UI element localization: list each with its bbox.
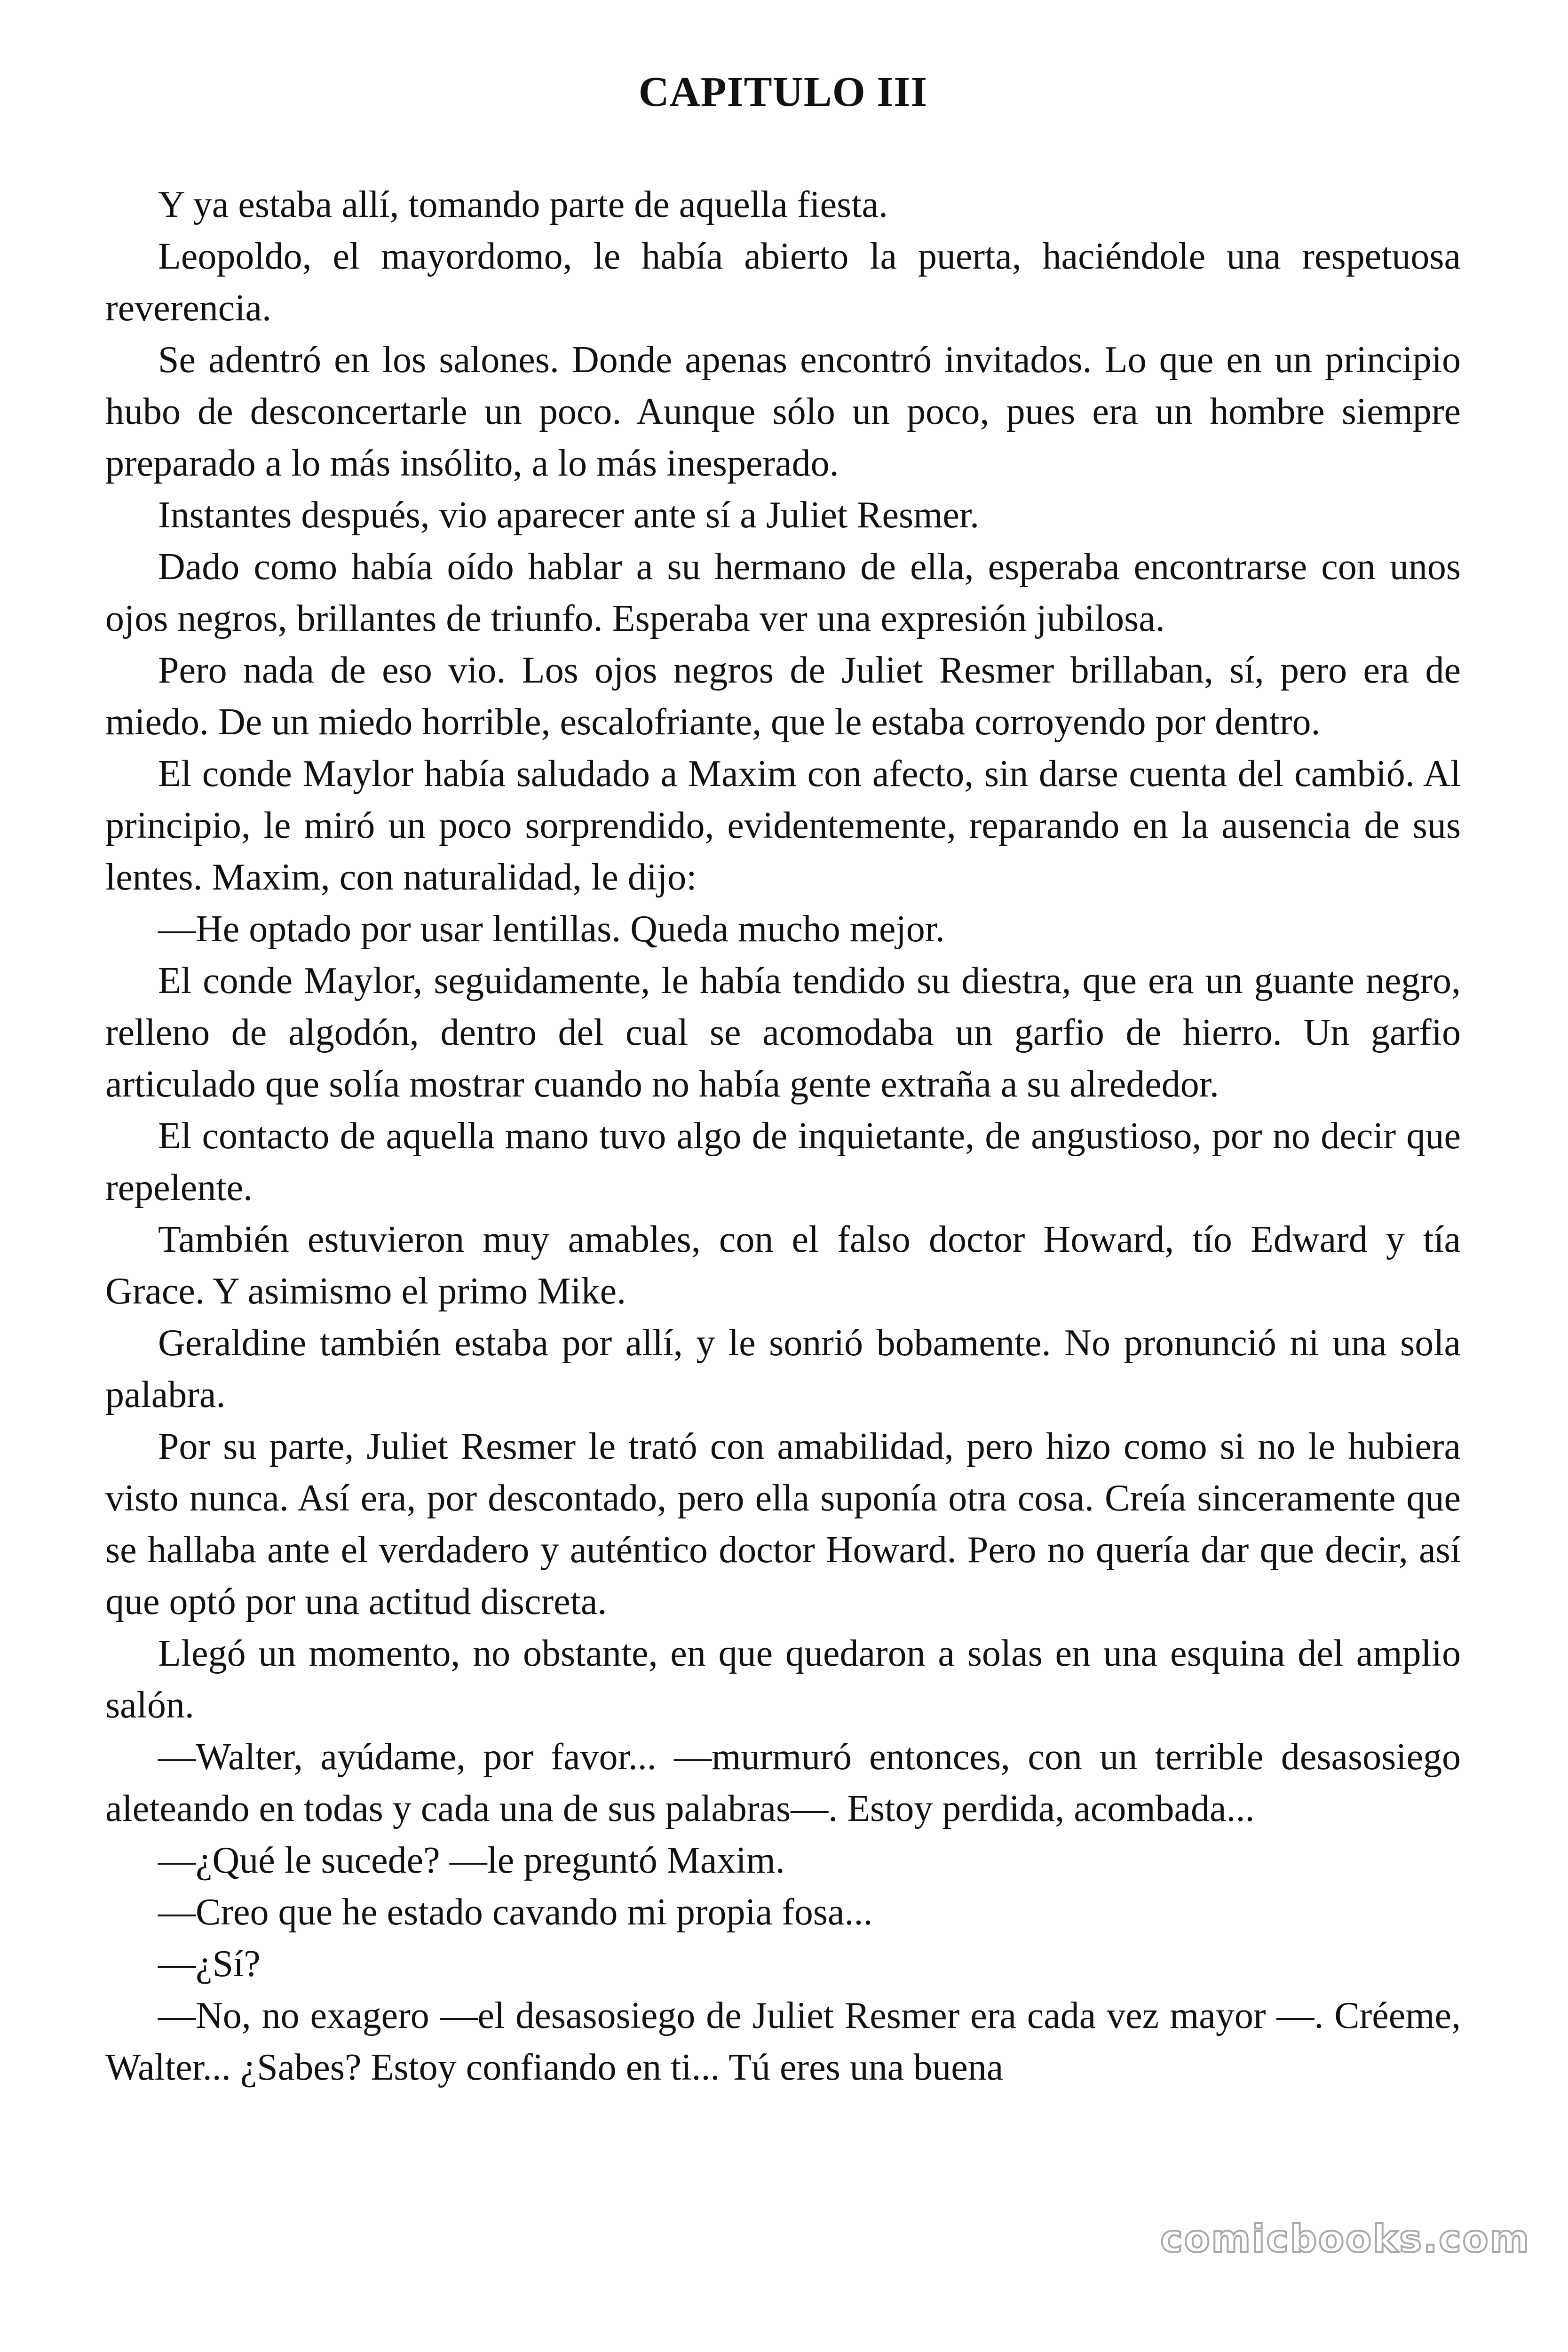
book-page xyxy=(105,0,1461,2352)
paragraph: Leopoldo, el mayordomo, le había abierto la puerta, haciéndole una respetuosa reverencia. xyxy=(105,236,1461,329)
paragraph: Geraldine también estaba por allí, y le sonrió bobamente. No pronunció ni una sola palabra. xyxy=(105,1322,1461,1415)
paragraph: Se adentró en los salones. Donde apenas encontró invitados. Lo que en un principio hubo de desconcertarle un poco. Aunque sólo un poco, pues era un hombre siempre preparado a lo más insólito, a lo más inesperado. xyxy=(105,339,1461,484)
paragraph: Llegó un momento, no obstante, en que quedaron a solas en una esquina del amplio salón. xyxy=(105,1633,1461,1726)
paragraph: —¿Qué le sucede? —le preguntó Maxim. xyxy=(158,1840,785,1881)
paragraph: —¿Sí? xyxy=(158,1943,261,1985)
paragraph: Dado como había oído hablar a su hermano de ella, esperaba encontrarse con unos ojos negros, brillantes de triunfo. Esperaba ver una expresión jubilosa. xyxy=(105,546,1461,639)
paragraph: Y ya estaba allí, tomando parte de aquella fiesta. xyxy=(158,184,888,225)
paragraph: —No, no exagero —el desasosiego de Juliet Resmer era cada vez mayor —. Créeme, Walter... ¿Sabes? Estoy confiando en ti... Tú eres una buena xyxy=(105,1995,1461,2088)
paragraph: —Creo que he estado cavando mi propia fosa... xyxy=(158,1891,873,1933)
paragraph: El contacto de aquella mano tuvo algo de inquietante, de angustioso, por no decir que repelente. xyxy=(105,1115,1461,1208)
chapter-title: CAPITULO III xyxy=(638,69,928,115)
paragraph: Pero nada de eso vio. Los ojos negros de Juliet Resmer brillaban, sí, pero era de miedo. De un miedo horrible, escalofriante, que le estaba corroyendo por dentro. xyxy=(105,650,1461,743)
paragraph: Por su parte, Juliet Resmer le trató con amabilidad, pero hizo como si no le hubiera visto nunca. Así era, por descontado, pero ella suponía otra cosa. Creía sinceramente que se hallaba ante el verdadero y auténtico doctor Howard. Pero no quería dar que decir, así que optó por una actitud discreta. xyxy=(105,1426,1461,1622)
chapter-body xyxy=(105,179,1461,2093)
paragraph: El conde Maylor había saludado a Maxim con afecto, sin darse cuenta del cambió. Al principio, le miró un poco sorprendido, evidentemente, reparando en la ausencia de sus lentes. Maxim, con naturalidad, le dijo: xyxy=(105,753,1461,898)
paragraph: —Walter, ayúdame, por favor... —murmuró entonces, con un terrible desasosiego aleteando en todas y cada una de sus palabras—. Estoy perdida, acombada... xyxy=(105,1736,1461,1829)
watermark-logo: comicbooks.com xyxy=(1160,2217,1530,2261)
paragraph: —He optado por usar lentillas. Queda mucho mejor. xyxy=(158,908,945,950)
paragraph: También estuvieron muy amables, con el falso doctor Howard, tío Edward y tía Grace. Y asimismo el primo Mike. xyxy=(105,1219,1461,1312)
paragraph: Instantes después, vio aparecer ante sí a Juliet Resmer. xyxy=(158,494,980,536)
paragraph: El conde Maylor, seguidamente, le había tendido su diestra, que era un guante negro, relleno de algodón, dentro del cual se acomodaba un garfio de hierro. Un garfio articulado que solía mostrar cuando no había gente extraña a su alrededor. xyxy=(105,960,1461,1105)
